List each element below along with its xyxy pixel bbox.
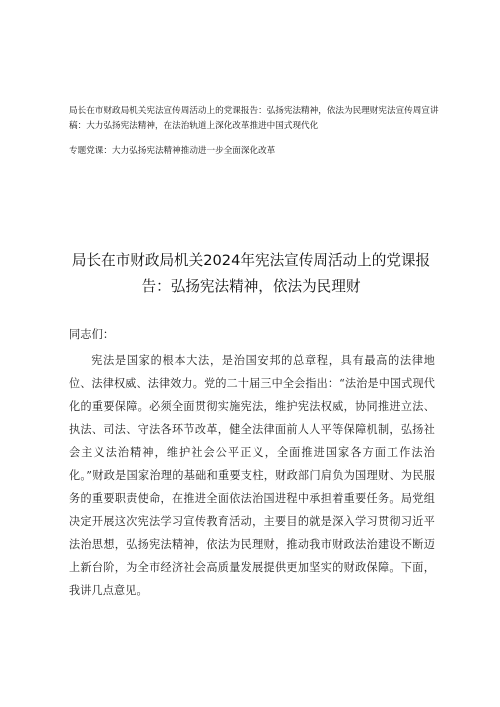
body-paragraph: 宪法是国家的根本大法，是治国安邦的总章程，具有最高的法律地位、法律权威、法律效力。党的二十届三中全会指出：“法治是中国式现代化的重要保障。必须全面贯彻实施宪法，维护宪法权威，协同推进立法、执法、司法、守法各环节改革，健全法律面前人人平等保障机制，弘扬社会主义法治精神，维护社会公平正义，全面推进国家各方面工作法治化。”财政是国家治理的基础和重要支柱，财政部门肩负为国理财、为民服务的重要职责使命，在推进全面依法治国进程中承担着重要任务。局党组决定开展这次宪法学习宣传教育活动，主要目的就是深入学习贯彻习近平法治思想，弘扬宪法精神，依法为民理财，推动我市财政法治建设不断迈上新台阶，为全市经济社会高质量发展提供更加坚实的财政保障。下面，我讲几点意见。 xyxy=(69,354,435,597)
salutation: 同志们： xyxy=(69,328,115,341)
document-title: 局长在市财政局机关2024年宪法宣传周活动上的党课报告：弘扬宪法精神，依法为民理财 xyxy=(71,252,431,295)
related-title-1: 局长在市财政局机关宪法宣传周活动上的党课报告：弘扬宪法精神，依法为民理财宪法宣传周宣讲稿：大力弘扬宪法精神，在法治轨道上深化改革推进中国式现代化 xyxy=(69,106,439,131)
related-titles-list xyxy=(69,104,447,169)
related-title-2: 专题党课：大力弘扬宪法精神推动进一步全面深化改革 xyxy=(69,146,276,156)
